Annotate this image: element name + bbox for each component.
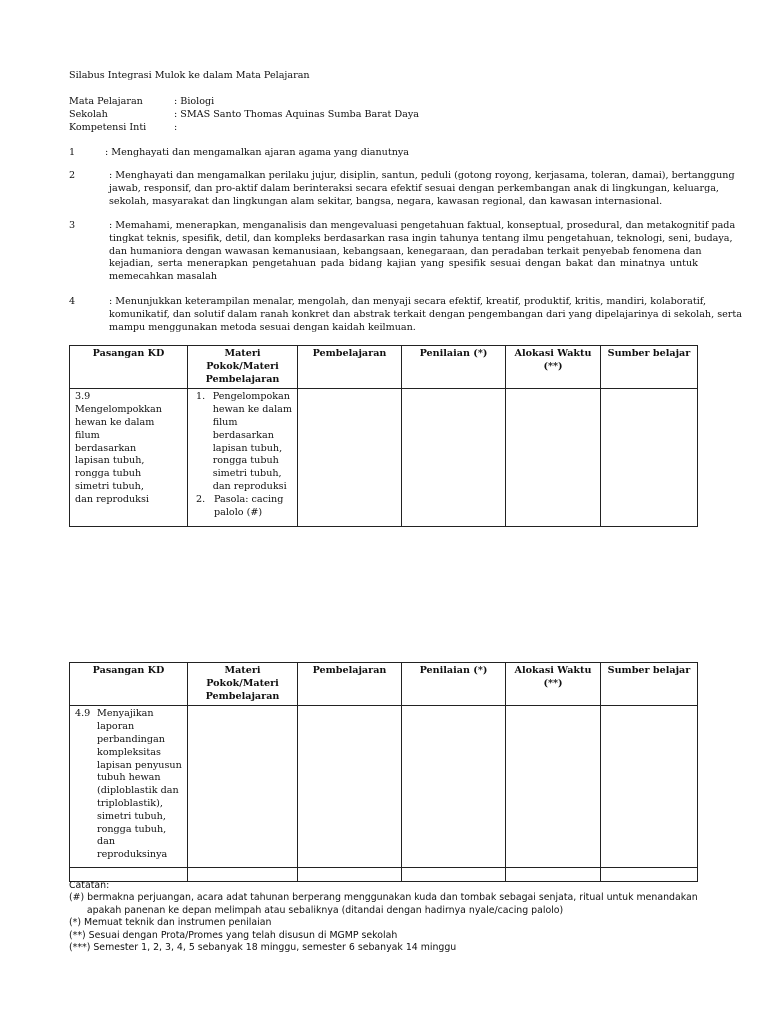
kd-line: (diploblastik dan	[97, 785, 179, 797]
kd-line: kompleksitas	[97, 746, 161, 758]
kd-cell	[70, 389, 188, 527]
kd-description	[75, 404, 162, 506]
syllabus-table-1	[69, 345, 698, 527]
ki-4-text	[109, 296, 742, 334]
ki-4-line: mampu menggunakan metoda sesuai dengan kaidah keilmuan.	[109, 321, 416, 333]
ki-1-line: : Menghayati dan mengamalkan ajaran agama yang dianutnya	[105, 147, 410, 158]
kd-code: 4.9	[75, 708, 91, 720]
meta-value-ki: :	[174, 122, 178, 133]
kd-line: Menyajikan	[97, 708, 154, 720]
materi-text	[213, 391, 292, 493]
ki-4-number: 4	[69, 296, 76, 307]
document-title: Silabus Integrasi Mulok ke dalam Mata Pelajaran	[69, 70, 310, 81]
materi-line: simetri tubuh,	[212, 468, 282, 480]
ki-2-text	[109, 170, 735, 208]
kd-line: rongga tubuh,	[97, 823, 167, 835]
header-alokasi-waktu: Alokasi Waktu (**)	[506, 346, 601, 389]
kd-line: triploblastik),	[97, 797, 163, 809]
note-item: (#) bermakna perjuangan, acara adat tahunan berperang menggunakan kuda dan tombak sebagai senjata, ritual untuk menandakan	[69, 892, 698, 904]
penilaian-cell	[402, 706, 506, 868]
kd-line: tubuh hewan	[97, 772, 161, 784]
ki-2-line: : Menghayati dan mengamalkan perilaku jujur, disiplin, santun, peduli (gotong royong, kerjasama, toleran, damai), bertanggung	[109, 170, 735, 181]
header-pasangan-kd: Pasangan KD	[70, 663, 188, 706]
kd-line: hewan ke dalam	[75, 416, 155, 428]
sumber-belajar-cell	[601, 389, 698, 527]
header-materi: Materi Pokok/Materi Pembelajaran	[188, 346, 298, 389]
table-row	[70, 389, 698, 527]
pembelajaran-cell	[298, 706, 402, 868]
materi-text	[214, 494, 283, 520]
alokasi-waktu-cell	[506, 389, 601, 527]
note-item: (***) Semester 1, 2, 3, 4, 5 sebanyak 18 minggu, semester 6 sebanyak 14 minggu	[69, 942, 457, 954]
meta-label-school: Sekolah	[69, 109, 108, 120]
materi-line: filum	[212, 416, 238, 428]
header-pasangan-kd: Pasangan KD	[70, 346, 188, 389]
ki-3-line: kejadian, serta menerapkan pengetahuan pada bidang kajian yang spesifik sesuai dengan bakat dan minatnya untuk	[109, 258, 698, 270]
ki-4-line: komunikatif, dan solutif dalam ranah konkret dan abstrak terkait dengan pengembangan dari yang dipelajarinya di sekolah, serta	[109, 308, 742, 320]
ki-3-number: 3	[69, 220, 76, 231]
ki-3-text	[109, 220, 736, 284]
materi-line: Pasola: cacing	[214, 493, 284, 505]
syllabus-table-2	[69, 662, 698, 882]
materi-line: lapisan tubuh,	[212, 442, 283, 454]
meta-label-subject: Mata Pelajaran	[69, 96, 143, 107]
ki-3-line: tingkat teknis, spesifik, detil, dan kompleks berdasarkan rasa ingin tahunya tentang ilmu pengetahuan, teknologi, seni, budaya,	[109, 232, 733, 244]
table-row	[70, 706, 698, 868]
kd-line: reproduksinya	[97, 849, 168, 861]
kd-line: lapisan tubuh,	[75, 455, 145, 467]
kd-line: dan reproduksi	[75, 493, 149, 505]
header-penilaian: Penilaian (*)	[402, 663, 506, 706]
header-penilaian: Penilaian (*)	[402, 346, 506, 389]
materi-line: rongga tubuh	[212, 455, 279, 467]
materi-line: hewan ke dalam	[212, 404, 292, 416]
kd-line: laporan	[97, 721, 135, 733]
ki-4-line: : Menunjukkan keterampilan menalar, mengolah, dan menyaji secara efektif, kreatif, produktif, kritis, mandiri, kolaboratif,	[109, 296, 707, 307]
notes-block	[69, 880, 698, 954]
kd-line: rongga tubuh	[75, 468, 142, 480]
materi-cell	[188, 389, 298, 527]
notes-heading: Catatan:	[69, 880, 110, 891]
header-materi: Materi Pokok/Materi Pembelajaran	[188, 663, 298, 706]
kd-line: filum	[75, 429, 100, 441]
header-sumber-belajar: Sumber belajar	[601, 663, 698, 706]
kd-line: simetri tubuh,	[75, 480, 144, 492]
penilaian-cell	[402, 389, 506, 527]
table-header-row	[70, 346, 698, 389]
kd-description	[97, 708, 182, 862]
materi-item-2	[190, 494, 292, 520]
header-sumber-belajar: Sumber belajar	[601, 346, 698, 389]
materi-number: 1.	[196, 391, 206, 403]
table-header-row	[70, 663, 698, 706]
ki-3-line: : Memahami, menerapkan, menganalisis dan mengevaluasi pengetahuan faktual, konseptual, prosedural, dan metakognitif pada	[109, 220, 736, 231]
meta-value-school: : SMAS Santo Thomas Aquinas Sumba Barat Daya	[174, 109, 420, 120]
ki-2-line: jawab, responsif, dan pro-aktif dalam berinteraksi secara efektif sesuai dengan perkembangan anak di lingkungan, keluarga,	[109, 182, 719, 194]
materi-line: berdasarkan	[212, 429, 274, 441]
materi-line: Pengelompokan	[212, 391, 290, 403]
kd-line: perbandingan	[97, 733, 165, 745]
kd-line: berdasarkan	[75, 442, 137, 454]
alokasi-waktu-cell	[506, 706, 601, 868]
meta-label-ki: Kompetensi Inti	[69, 122, 147, 133]
materi-item-1	[190, 391, 292, 493]
note-item: (**) Sesuai dengan Prota/Promes yang telah disusun di MGMP sekolah	[69, 929, 398, 941]
kd-line: dan	[97, 836, 116, 848]
kd-code: 3.9	[75, 391, 91, 403]
header-pembelajaran: Pembelajaran	[298, 663, 402, 706]
ki-3-line: memecahkan masalah	[109, 271, 218, 283]
kd-line: Mengelompokkan	[75, 404, 162, 416]
header-alokasi-waktu: Alokasi Waktu (**)	[506, 663, 601, 706]
ki-2-line: sekolah, masyarakat dan lingkungan alam sekitar, bangsa, negara, kawasan regional, dan kawasan internasional.	[109, 195, 663, 207]
kd-line: lapisan penyusun	[97, 759, 182, 771]
ki-2-number: 2	[69, 170, 76, 181]
materi-line: palolo (#)	[214, 506, 263, 518]
kd-line: simetri tubuh,	[97, 810, 166, 822]
ki-1-number: 1	[69, 147, 76, 158]
meta-value-subject: : Biologi	[174, 96, 215, 107]
ki-1-text	[105, 147, 694, 160]
materi-cell	[188, 706, 298, 868]
pembelajaran-cell	[298, 389, 402, 527]
note-item: (*) Memuat teknik dan instrumen penilaian	[69, 917, 272, 929]
sumber-belajar-cell	[601, 706, 698, 868]
materi-number: 2.	[196, 493, 206, 505]
kd-cell	[70, 706, 188, 868]
header-pembelajaran: Pembelajaran	[298, 346, 402, 389]
materi-line: dan reproduksi	[212, 480, 287, 492]
note-item: apakah panenan ke depan melimpah atau sebaliknya (ditandai dengan hadirnya nyale/cacing palolo)	[69, 904, 564, 916]
ki-3-line: dan humaniora dengan wawasan kemanusiaan, kebangsaan, kenegaraan, dan peradaban terkait penyebab fenomena dan	[109, 245, 702, 257]
